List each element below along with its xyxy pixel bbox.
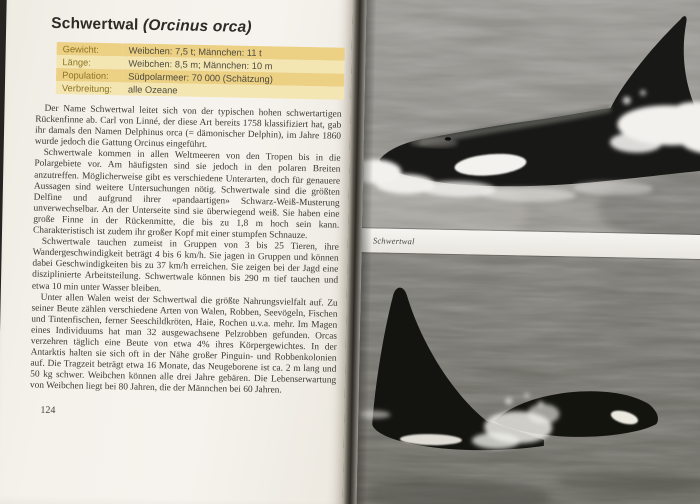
page-number: 124 [40,405,56,417]
fact-value: alle Ozeane [127,83,178,95]
caption-text: Schwertwal [372,235,415,247]
paragraph: Der Name Schwertwal leitet sich von der typischen hohen schwertartigen Rückenfinne ab. Carl von Linné, der diese Art bereits 1758 klassifiziert hat, gab ihr damals den Namen Delphinus orca (= dämonischer Delphin), im Jahre 1860 wurde jedoch die Gattung Orcinus eingeführt. [34,103,342,151]
page-title [51,15,343,39]
fact-value: Südpolarmeer: 70 000 (Schätzung) [128,70,273,84]
paragraph: Schwertwale kommen in allen Weltmeeren von den Tropen bis in die Polargebiete vor. Am häufigsten sind sie jedoch in den polaren Breiten anzutreffen. Möglicherweise gibt es verschiedene Unterarten, doch für genauere Aussagen sind weitere Untersuchungen nötig. Schwertwale sind die größten Delfine und aufgrund ihrer «pandaartigen» Schwarz-Weiß-Musterung unverwechselbar. An der Unterseite sind sie überwiegend weiß. Sie haben eine große Finne in der Rückenmitte, die bis zu 1,8 m hoch sein kann. Charakteristisch ist zudem ihr großer Kopf mit einer stumpfen Schnauze. [32,148,341,242]
body-text [30,104,342,399]
fact-table [56,42,345,100]
orca-dorsal-fin-photo [356,252,700,504]
fact-label: Verbreitung: [61,82,113,94]
fact-value: Weibchen: 7,5 t; Männchen: 11 t [128,44,262,58]
fact-value: Weibchen: 8,5 m; Männchen: 10 m [128,57,273,71]
page-curl-shadow [0,495,343,504]
title-species-name: (Orcinus orca) [142,16,252,36]
orca-surfacing-photo [362,0,700,236]
left-page-content [0,0,353,422]
paragraph: Unter allen Walen weist der Schwertwal die größte Nahrungsvielfalt auf. Zu seiner Beute zählen verschiedene Arten von Walen, Robben, Seevögeln, Fischen und Tintenfischen, ferner Seeschildkröten, Haie, Rochen u.v.a. mehr. Im Magen eines Individuums hat man 32 ausgewachsene Pelzrobben gefunden. Orcas verzehren täglich eine Beute von etwa 4% ihres Körpergewichtes. In der Antarktis halten sie sich oft in der Nähe großer Pinguin- und Robbenkolonien auf. Die Tragzeit beträgt etwa 16 Monate, das Neugeborene ist ca. 2 m lang und 50 kg schwer. Weibchen können alle drei Jahre gebären. Die Lebenserwartung von Weibchen liegt bei 80 Jahren, die der Männchen bei 60 Jahren. [29,292,338,396]
fact-label: Population: [62,69,109,81]
paragraph: Schwertwale tauchen zumeist in Gruppen von 3 bis 25 Tieren, ihre Wandergeschwindigkeit beträgt 4 bis 6 km/h. Sie jagen in Gruppen und können dabei Geschwindigkeiten bis zu 37 km/h erreichen. Sie zeigen bei der Jagd eine disziplinierte Arbeitsteilung. Schwertwale können bis 290 m tief tauchen und etwa 10 min unter Wasser bleiben. [31,236,339,294]
orca-surfacing-illustration [362,0,700,236]
fact-label: Länge: [62,56,91,68]
fact-label: Gewicht: [62,43,99,55]
right-page [356,0,700,504]
title-common-name: Schwertwal [51,14,139,34]
orca-dorsal-fin-illustration [356,252,700,504]
